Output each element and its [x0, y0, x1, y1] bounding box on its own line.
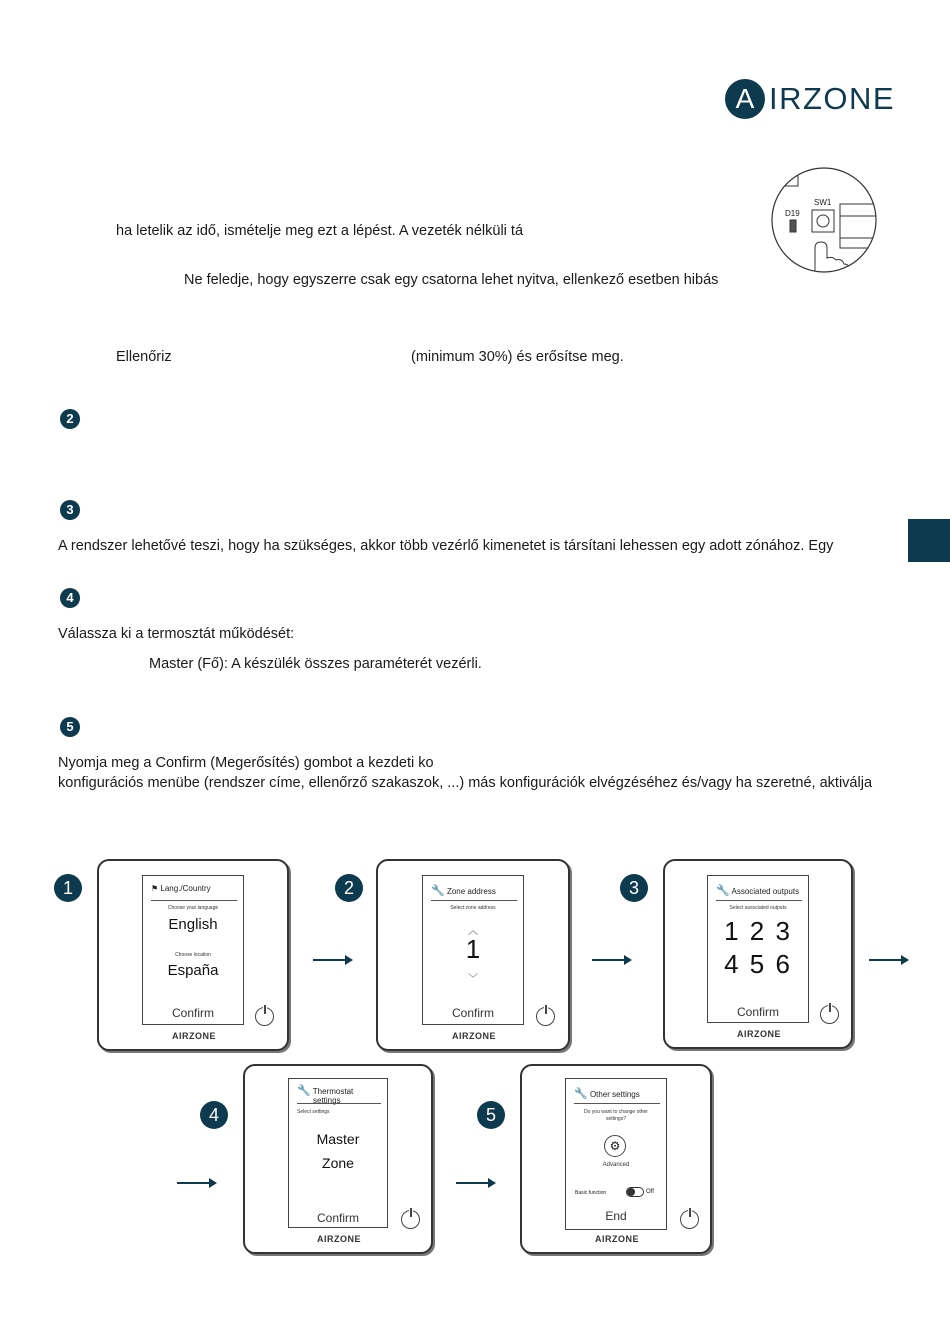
- header-divider: [574, 1103, 660, 1104]
- zone-prompt: Select zone address: [450, 905, 496, 911]
- para-check-a: Ellenőriz: [116, 349, 172, 365]
- zone-value: 1: [465, 934, 481, 964]
- location-prompt: Choose location: [175, 952, 211, 958]
- device-brand: AIRZONE: [595, 1234, 639, 1244]
- logo-text: IRZONE: [769, 81, 896, 116]
- screen-thermostat-settings: [288, 1078, 388, 1228]
- para-master: Master (Fő): A készülék összes paraméterét vezérli.: [149, 656, 482, 672]
- device-brand: AIRZONE: [737, 1029, 781, 1039]
- confirm-button[interactable]: Confirm: [736, 1005, 779, 1019]
- header-divider: [431, 900, 517, 901]
- para-check-b: (minimum 30%) és erősítse meg.: [411, 349, 624, 365]
- wrench-icon-header: [431, 884, 496, 897]
- power-icon[interactable]: [820, 1005, 839, 1024]
- gear-icon[interactable]: ⚙: [604, 1135, 626, 1157]
- confirm-button[interactable]: Confirm: [451, 1006, 494, 1020]
- other-prompt-line2: settings?: [605, 1116, 626, 1122]
- screen-title: Associated outputs: [731, 887, 800, 896]
- board-label-d19: D19: [785, 209, 800, 218]
- thermostat-device-1: [97, 859, 289, 1051]
- figure-step-4: 4: [200, 1101, 228, 1129]
- header-divider: [716, 900, 802, 901]
- device-brand: AIRZONE: [452, 1031, 496, 1041]
- screen-zone-address: [422, 875, 524, 1025]
- device-brand: AIRZONE: [172, 1031, 216, 1041]
- screen-associated-outputs: [707, 875, 809, 1023]
- header-divider: [297, 1103, 381, 1104]
- airzone-logo: [725, 79, 895, 121]
- toggle-state-label: Off: [646, 1189, 654, 1195]
- para-thermostat-mode: Válassza ki a termosztát működését:: [58, 626, 295, 642]
- power-icon[interactable]: [255, 1007, 274, 1026]
- wrench-icon-header: [574, 1087, 640, 1100]
- para-outputs: A rendszer lehetővé teszi, hogy ha szükséges, akkor több vezérlő kimenetet is társítani lehessen egy adott zónához. Egy: [58, 538, 834, 554]
- step-marker-3: 3: [60, 500, 80, 520]
- para-channel-note: Ne feledje, hogy egyszerre csak egy csatorna lehet nyitva, ellenkező esetben hibás: [184, 272, 719, 288]
- outputs-row-2[interactable]: 4 5 6: [724, 949, 792, 979]
- wrench-icon: 🔧: [574, 1088, 588, 1100]
- other-prompt-line1: Do you want to change other: [584, 1109, 648, 1115]
- header-divider: [151, 900, 237, 901]
- chevron-up-icon[interactable]: ︿: [468, 926, 478, 937]
- arrow-3-to-4: [869, 959, 907, 961]
- basic-function-label: Basic function: [575, 1190, 607, 1196]
- step-marker-4: 4: [60, 588, 80, 608]
- option-zone[interactable]: Zone: [322, 1155, 354, 1171]
- figure-step-5: 5: [477, 1101, 505, 1129]
- para-config-menu: konfigurációs menübe (rendszer címe, ellenőrző szakaszok, ...) más konfigurációk elvégzéséhez és/vagy ha szeretné, aktiválja: [58, 775, 873, 791]
- language-value[interactable]: English: [168, 916, 218, 933]
- logo-a-mark: A: [725, 79, 765, 119]
- thermostat-device-3: [663, 859, 853, 1049]
- outputs-prompt: Select associated outputs: [729, 905, 787, 911]
- screen-lang-country: [142, 875, 244, 1025]
- advanced-label: Advanced: [602, 1162, 630, 1168]
- board-label-sw1: SW1: [814, 198, 832, 207]
- confirm-button[interactable]: Confirm: [171, 1006, 214, 1020]
- screen-title-line1: Thermostat: [312, 1087, 354, 1096]
- wrench-icon: 🔧: [297, 1085, 311, 1097]
- power-icon[interactable]: [401, 1210, 420, 1229]
- wrench-icon: 🔧: [431, 885, 445, 897]
- screen-title: Other settings: [589, 1090, 640, 1099]
- option-master[interactable]: Master: [316, 1131, 360, 1147]
- settings-prompt: Select settings: [297, 1109, 330, 1115]
- end-button[interactable]: End: [605, 1209, 627, 1223]
- arrow-into-4: [177, 1182, 215, 1184]
- thermostat-device-5: [520, 1064, 712, 1254]
- step-marker-2: 2: [60, 409, 80, 429]
- figure-step-1: 1: [54, 874, 82, 902]
- thermostat-device-2: [376, 859, 570, 1051]
- wrench-icon-header: [716, 884, 799, 897]
- device-brand: AIRZONE: [317, 1234, 361, 1244]
- flag-icon-header: [151, 884, 211, 893]
- screen-title: Lang./Country: [160, 884, 211, 893]
- arrow-into-5: [456, 1182, 494, 1184]
- wrench-icon: 🔧: [716, 885, 730, 897]
- chevron-down-icon[interactable]: ﹀: [468, 974, 478, 985]
- location-value[interactable]: España: [167, 962, 219, 979]
- confirm-button[interactable]: Confirm: [316, 1211, 359, 1225]
- arrow-2-to-3: [592, 959, 630, 961]
- outputs-row-1[interactable]: 1 2 3: [724, 916, 792, 946]
- figure-step-2: 2: [335, 874, 363, 902]
- screen-other-settings: [565, 1078, 667, 1230]
- arrow-1-to-2: [313, 959, 351, 961]
- language-prompt: Choose your language: [167, 905, 219, 911]
- para-timeout: ha letelik az idő, ismételje meg ezt a lépést. A vezeték nélküli tá: [116, 223, 524, 239]
- screen-title: Zone address: [446, 887, 496, 896]
- power-icon[interactable]: [680, 1210, 699, 1229]
- figure-step-3: 3: [620, 874, 648, 902]
- para-confirm: Nyomja meg a Confirm (Megerősítés) gombot a kezdeti ko: [58, 755, 434, 771]
- step-marker-5: 5: [60, 717, 80, 737]
- basic-function-toggle[interactable]: [626, 1187, 644, 1197]
- thermostat-device-4: [243, 1064, 433, 1254]
- screen-title-line2: settings: [313, 1096, 341, 1105]
- board-illustration: [770, 166, 878, 274]
- section-tab: [908, 519, 950, 562]
- flag-icon: ⚑: [151, 884, 159, 893]
- power-icon[interactable]: [536, 1007, 555, 1026]
